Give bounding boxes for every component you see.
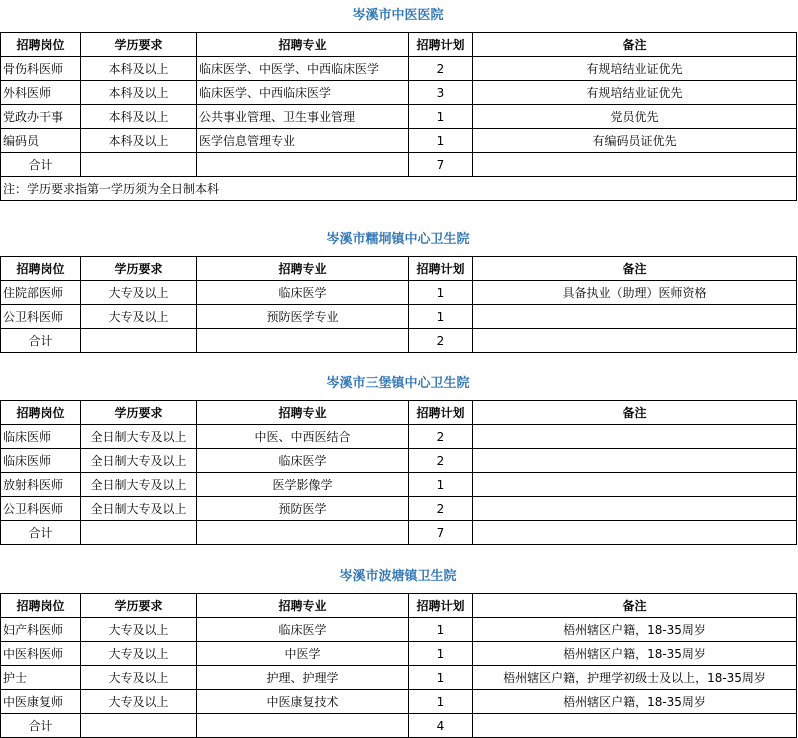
column-header[interactable]: 招聘专业 <box>197 594 409 618</box>
table-cell[interactable]: 有规培结业证优先 <box>473 57 797 81</box>
column-header[interactable]: 招聘岗位 <box>1 257 81 281</box>
column-header[interactable]: 备注 <box>473 257 797 281</box>
table-cell[interactable]: 临床医学、中医学、中西临床医学 <box>197 57 409 81</box>
table-cell[interactable]: 全日制大专及以上 <box>81 449 197 473</box>
table-cell[interactable]: 大专及以上 <box>81 690 197 714</box>
table-row <box>1 642 797 666</box>
header-row <box>1 33 797 57</box>
column-header[interactable]: 学历要求 <box>81 594 197 618</box>
table-cell[interactable] <box>473 473 797 497</box>
table-row <box>1 129 797 153</box>
table-cell[interactable]: 全日制大专及以上 <box>81 497 197 521</box>
recruitment-table <box>0 32 797 201</box>
column-header[interactable]: 招聘岗位 <box>1 594 81 618</box>
table-cell[interactable]: 护士 <box>1 666 81 690</box>
table-cell[interactable] <box>473 425 797 449</box>
table-row <box>1 81 797 105</box>
table-cell[interactable]: 1 <box>409 690 473 714</box>
table-cell[interactable]: 党政办干事 <box>1 105 81 129</box>
table-cell[interactable]: 本科及以上 <box>81 81 197 105</box>
header-row <box>1 401 797 425</box>
table-cell[interactable]: 预防医学专业 <box>197 305 409 329</box>
table-cell[interactable]: 临床医学 <box>197 449 409 473</box>
recruitment-table <box>0 400 797 545</box>
table-cell[interactable]: 妇产科医师 <box>1 618 81 642</box>
table-cell[interactable]: 中医学 <box>197 642 409 666</box>
table-cell[interactable]: 中医康复师 <box>1 690 81 714</box>
total-cell[interactable]: 合计 <box>1 714 81 738</box>
table-row <box>1 449 797 473</box>
table-cell[interactable]: 1 <box>409 305 473 329</box>
table-cell[interactable]: 有规培结业证优先 <box>473 81 797 105</box>
table-cell[interactable]: 临床医学、中西临床医学 <box>197 81 409 105</box>
note-row <box>1 177 797 201</box>
table-cell[interactable]: 党员优先 <box>473 105 797 129</box>
column-header[interactable]: 招聘计划 <box>409 33 473 57</box>
column-header[interactable]: 学历要求 <box>81 257 197 281</box>
column-header[interactable]: 学历要求 <box>81 401 197 425</box>
table-cell[interactable]: 3 <box>409 81 473 105</box>
total-cell[interactable]: 7 <box>409 153 473 177</box>
table-cell[interactable]: 中医、中西医结合 <box>197 425 409 449</box>
table-cell[interactable]: 1 <box>409 618 473 642</box>
section-title: 岑溪市三堡镇中心卫生院 <box>326 376 470 391</box>
table-cell[interactable]: 1 <box>409 129 473 153</box>
column-header[interactable]: 招聘计划 <box>409 401 473 425</box>
column-header[interactable]: 备注 <box>473 33 797 57</box>
table-cell[interactable]: 放射科医师 <box>1 473 81 497</box>
table-cell[interactable]: 护理、护理学 <box>197 666 409 690</box>
table-cell[interactable]: 2 <box>409 57 473 81</box>
recruitment-table <box>0 256 797 353</box>
table-cell[interactable]: 1 <box>409 105 473 129</box>
table-cell[interactable]: 梧州辖区户籍，18-35周岁 <box>473 618 797 642</box>
table-row <box>1 281 797 305</box>
column-header[interactable]: 学历要求 <box>81 33 197 57</box>
table-cell[interactable]: 梧州辖区户籍，18-35周岁 <box>473 642 797 666</box>
total-cell[interactable] <box>473 521 797 545</box>
column-header[interactable]: 招聘计划 <box>409 257 473 281</box>
table-row <box>1 305 797 329</box>
total-cell[interactable]: 合计 <box>1 329 81 353</box>
table-cell[interactable]: 编码员 <box>1 129 81 153</box>
column-header[interactable]: 招聘专业 <box>197 33 409 57</box>
header-row <box>1 257 797 281</box>
column-header[interactable]: 招聘专业 <box>197 257 409 281</box>
table-cell[interactable]: 预防医学 <box>197 497 409 521</box>
table-cell[interactable] <box>473 449 797 473</box>
section-title: 岑溪市中医医院 <box>352 8 444 23</box>
table-cell[interactable]: 临床医师 <box>1 425 81 449</box>
total-row <box>1 153 797 177</box>
table-cell[interactable] <box>473 305 797 329</box>
table-cell[interactable]: 大专及以上 <box>81 305 197 329</box>
section-title: 岑溪市波塘镇卫生院 <box>339 569 457 584</box>
table-cell[interactable]: 有编码员证优先 <box>473 129 797 153</box>
table-cell[interactable]: 临床医学 <box>197 281 409 305</box>
total-cell[interactable] <box>81 714 197 738</box>
total-cell[interactable] <box>197 521 409 545</box>
column-header[interactable]: 招聘计划 <box>409 594 473 618</box>
column-header[interactable]: 备注 <box>473 594 797 618</box>
column-header[interactable]: 备注 <box>473 401 797 425</box>
table-cell[interactable]: 本科及以上 <box>81 57 197 81</box>
total-cell[interactable] <box>81 521 197 545</box>
table-cell[interactable]: 本科及以上 <box>81 129 197 153</box>
note-cell[interactable]: 注：学历要求指第一学历须为全日制本科 <box>1 177 797 201</box>
column-header[interactable]: 招聘岗位 <box>1 33 81 57</box>
table-cell[interactable]: 全日制大专及以上 <box>81 473 197 497</box>
total-cell[interactable]: 4 <box>409 714 473 738</box>
table-row <box>1 690 797 714</box>
table-row <box>1 57 797 81</box>
table-cell[interactable]: 医学影像学 <box>197 473 409 497</box>
table-cell[interactable]: 公卫科医师 <box>1 305 81 329</box>
total-cell[interactable] <box>473 329 797 353</box>
total-row <box>1 329 797 353</box>
table-cell[interactable]: 临床医师 <box>1 449 81 473</box>
total-cell[interactable] <box>197 153 409 177</box>
table-row <box>1 666 797 690</box>
table-cell[interactable]: 外科医师 <box>1 81 81 105</box>
table-cell[interactable]: 2 <box>409 497 473 521</box>
table-row <box>1 497 797 521</box>
table-cell[interactable]: 梧州辖区户籍，18-35周岁 <box>473 690 797 714</box>
header-row <box>1 594 797 618</box>
total-row <box>1 521 797 545</box>
table-cell[interactable]: 大专及以上 <box>81 618 197 642</box>
table-cell[interactable]: 具备执业（助理）医师资格 <box>473 281 797 305</box>
table-cell[interactable]: 大专及以上 <box>81 666 197 690</box>
table-cell[interactable]: 公卫科医师 <box>1 497 81 521</box>
table-row <box>1 105 797 129</box>
table-cell[interactable]: 大专及以上 <box>81 642 197 666</box>
table-cell[interactable]: 公共事业管理、卫生事业管理 <box>197 105 409 129</box>
table-row <box>1 473 797 497</box>
table-cell[interactable]: 2 <box>409 425 473 449</box>
table-cell[interactable]: 本科及以上 <box>81 105 197 129</box>
total-cell[interactable] <box>473 153 797 177</box>
section-title: 岑溪市糯垌镇中心卫生院 <box>326 232 470 247</box>
table-cell[interactable]: 全日制大专及以上 <box>81 425 197 449</box>
total-cell[interactable] <box>197 329 409 353</box>
total-cell[interactable]: 2 <box>409 329 473 353</box>
table-cell[interactable]: 骨伤科医师 <box>1 57 81 81</box>
table-cell[interactable]: 临床医学 <box>197 618 409 642</box>
table-cell[interactable]: 中医康复技术 <box>197 690 409 714</box>
table-cell[interactable]: 2 <box>409 449 473 473</box>
total-cell[interactable] <box>81 329 197 353</box>
column-header[interactable]: 招聘专业 <box>197 401 409 425</box>
table-cell[interactable]: 梧州辖区户籍，护理学初级士及以上，18-35周岁 <box>473 666 797 690</box>
table-cell[interactable]: 1 <box>409 642 473 666</box>
column-header[interactable]: 招聘岗位 <box>1 401 81 425</box>
recruitment-table <box>0 593 797 738</box>
table-cell[interactable]: 1 <box>409 281 473 305</box>
total-cell[interactable] <box>81 153 197 177</box>
total-cell[interactable]: 合计 <box>1 153 81 177</box>
table-row <box>1 425 797 449</box>
total-cell[interactable]: 7 <box>409 521 473 545</box>
table-cell[interactable]: 1 <box>409 666 473 690</box>
table-row <box>1 618 797 642</box>
total-row <box>1 714 797 738</box>
table-cell[interactable]: 住院部医师 <box>1 281 81 305</box>
total-cell[interactable] <box>473 714 797 738</box>
total-cell[interactable]: 合计 <box>1 521 81 545</box>
table-cell[interactable]: 医学信息管理专业 <box>197 129 409 153</box>
table-cell[interactable]: 大专及以上 <box>81 281 197 305</box>
table-cell[interactable]: 1 <box>409 473 473 497</box>
total-cell[interactable] <box>197 714 409 738</box>
table-cell[interactable] <box>473 497 797 521</box>
table-cell[interactable]: 中医科医师 <box>1 642 81 666</box>
